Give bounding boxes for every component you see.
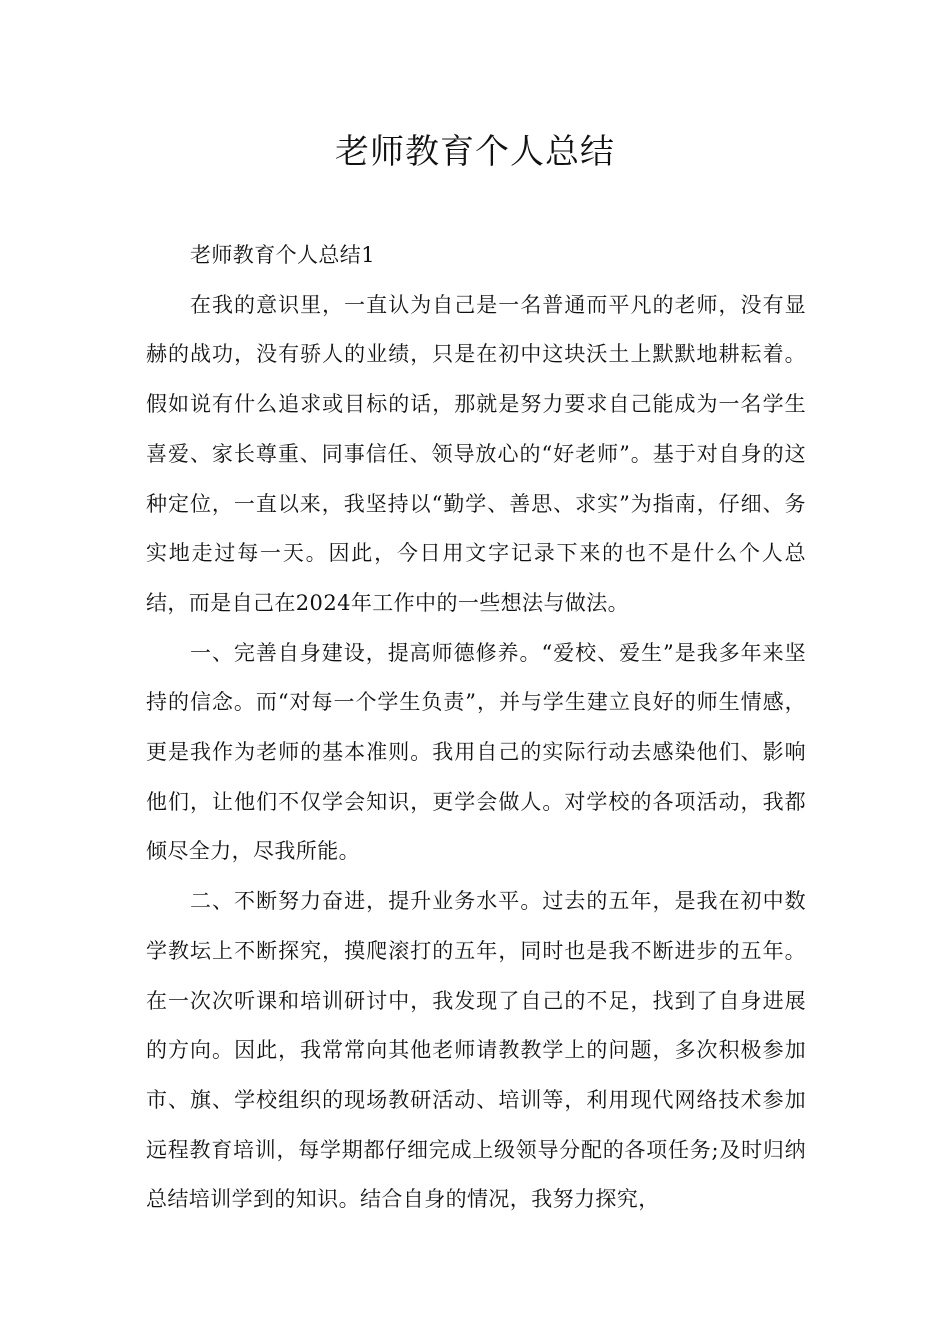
document-body <box>146 231 806 1225</box>
paragraph-section-one: 一、完善自身建设，提高师德修养。“爱校、爱生”是我多年来坚持的信念。而“对每一个学生负责”，并与学生建立良好的师生情感，更是我作为老师的基本准则。我用自己的实际行动去感染他们、影响他们，让他们不仅学会知识，更学会做人。对学校的各项活动，我都倾尽全力，尽我所能。 <box>146 640 806 864</box>
section-subtitle: 老师教育个人总结1 <box>190 243 375 267</box>
paragraph-section-two: 二、不断努力奋进，提升业务水平。过去的五年，是我在初中数学教坛上不断探究，摸爬滚打的五年，同时也是我不断进步的五年。在一次次听课和培训研讨中，我发现了自己的不足，找到了自身进展的方向。因此，我常常向其他老师请教教学上的问题，多次积极参加市、旗、学校组织的现场教研活动、培训等，利用现代网络技术参加远程教育培训，每学期都仔细完成上级领导分配的各项任务;及时归纳总结培训学到的知识。结合自身的情况，我努力探究， <box>146 889 806 1212</box>
paragraph-intro: 在我的意识里，一直认为自己是一名普通而平凡的老师，没有显赫的战功，没有骄人的业绩，只是在初中这块沃土上默默地耕耘着。假如说有什么追求或目标的话，那就是努力要求自己能成为一名学生喜爱、家长尊重、同事信任、领导放心的“好老师”。基于对自身的这种定位，一直以来，我坚持以“勤学、善思、求实”为指南，仔细、务实地走过每一天。因此，今日用文字记录下来的也不是什么个人总结，而是自己在2024年工作中的一些想法与做法。 <box>146 292 806 615</box>
document-title: 老师教育个人总结 <box>335 132 615 172</box>
